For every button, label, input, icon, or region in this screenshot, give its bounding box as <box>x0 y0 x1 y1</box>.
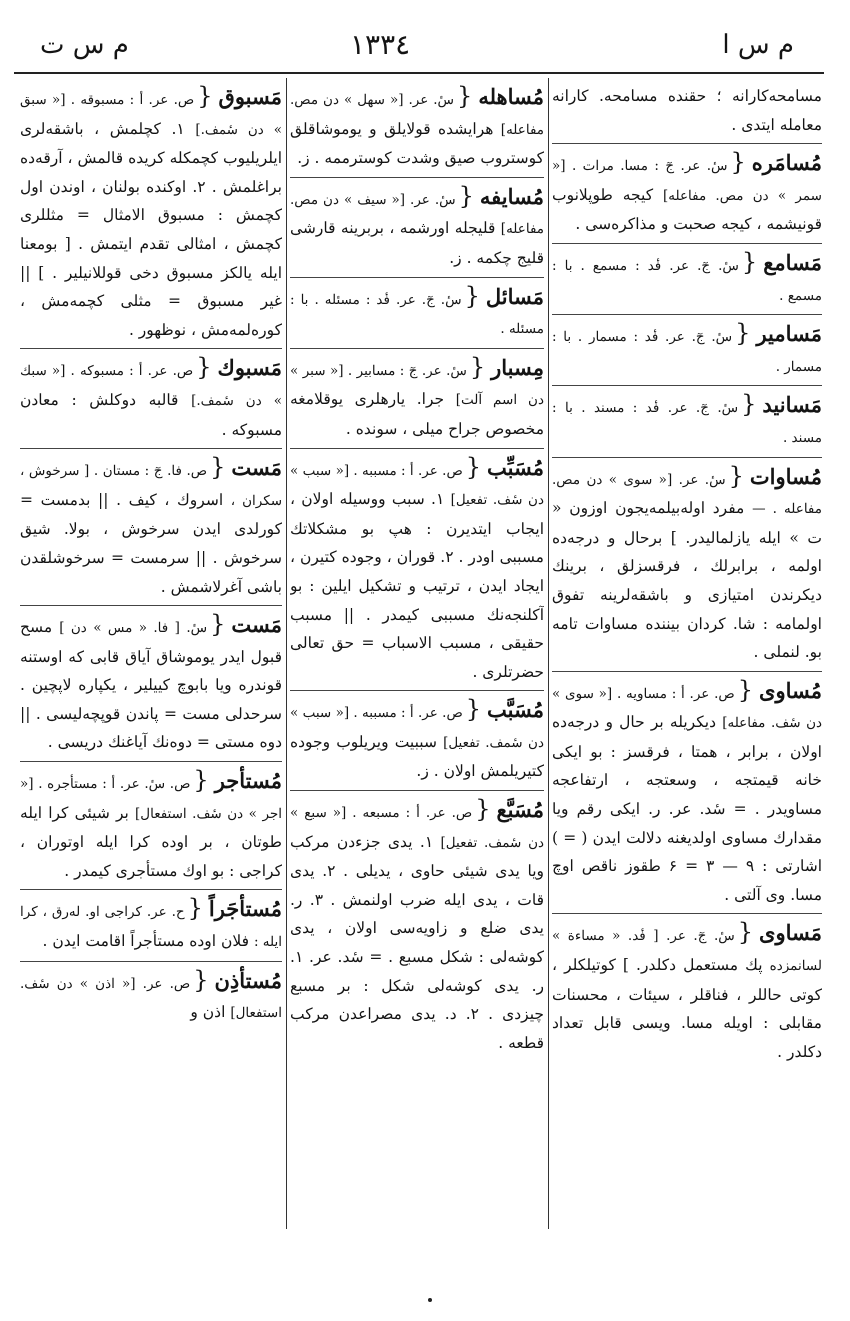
column-left <box>20 82 282 1222</box>
entry-brace: { <box>728 461 744 490</box>
entry-grammar: ح. عر. کراجی او. لەرق ، کرا ایله : <box>20 904 282 951</box>
entry-headword: مُسَبَّع <box>496 797 544 823</box>
entry-headword: مَست <box>231 612 282 638</box>
entry-headword: مِسبار <box>491 354 544 380</box>
entry-headword: مَسائل <box>485 283 544 309</box>
entry-grammar: ص. سٔ. عر. أ : مستأجره . [« اجر » دن سٔف. استفعال] <box>20 776 282 822</box>
dictionary-entry <box>20 348 282 444</box>
dictionary-entry <box>20 961 282 1028</box>
dictionary-entry <box>552 82 822 139</box>
dictionary-entry <box>290 448 544 687</box>
entry-brace: { <box>458 181 474 210</box>
entry-grammar: سٔ. عر. [« سوی » دن مص. مفاعله . — <box>552 471 822 518</box>
entry-brace: { <box>187 894 203 923</box>
entry-headword: مُسَبَّب <box>487 697 544 723</box>
entry-definition: ١. یدی جزءدن مرکب ویا یدی شیئی حاوی ، یدیلی . ٢. یدی قات ، یدی ایله ضرب اولنمش . ٣. ر. یدی ضلع و زاویه‌سی اولان ، یدی کوشه‌لی : شکل مسبع . = سٔد. عر. ١. ر. یدی کوشه‌لی شکل : بر مسبع چیزدی . ٢. د. یدی مصراعدن مرکب قطعه . <box>290 832 544 1052</box>
dictionary-entry <box>552 913 822 1066</box>
dictionary-entry <box>552 671 822 910</box>
entry-headword: مُسامَره <box>751 150 822 176</box>
entry-headword: مُساوی <box>759 677 822 703</box>
dictionary-entry <box>552 243 822 310</box>
entry-headword: مُستأذِن <box>214 967 282 993</box>
entry-definition: اسروك ، کیف . || بدمست = کورلدی ایدن سرخوش ، بولا. شیق سرخوش . || سرمست = سرخوشلقدن باشی آغرلاشمش . <box>20 490 282 596</box>
entry-brace: { <box>730 148 746 177</box>
entry-brace: { <box>193 766 209 795</box>
column-right <box>552 82 822 1222</box>
page-number: ١٣٣٤ <box>350 28 411 61</box>
entry-brace: { <box>735 319 751 348</box>
dictionary-entry <box>552 457 822 667</box>
entry-brace: { <box>464 281 480 310</box>
entry-definition: قالبه دوکلش : معادن مسبوکه . <box>20 390 282 439</box>
entry-definition: سببیت ویریلوب وجوده کتیریلمش اولان . ز. <box>290 732 544 781</box>
entry-headword: مَسانید <box>762 392 822 418</box>
entry-grammar: سٔ. عر. جٓ : مسابیر . [« سبر » دن اسم آلت] <box>290 362 544 409</box>
entry-grammar: سٔ. جٓ. عر. فٔد : مسمار . با : مسمار . <box>552 329 822 375</box>
entry-brace: { <box>737 675 754 704</box>
header-right-guide: م س ا <box>722 30 794 60</box>
entry-brace: { <box>737 918 754 947</box>
entry-headword: مُستأجر <box>214 768 282 794</box>
entry-definition: مسامحه‌کارانه ؛ حقنده مسامحه‌. کارانه معامله ایتدی . <box>552 87 822 134</box>
entry-headword: مَسبوك <box>217 355 282 381</box>
entry-headword: مَسامیر <box>756 321 822 347</box>
entry-brace: { <box>210 610 226 639</box>
entry-headword: مُساهله <box>478 84 544 109</box>
entry-grammar: ص. عر. [« اذن » دن سٔف. استفعال] <box>20 975 282 1022</box>
dictionary-entry <box>20 82 282 344</box>
entry-definition: اذن و <box>190 1003 226 1022</box>
entry-grammar: ص. عر. أ : مسببه . [« سبب » دن سٔف. تفعیل] <box>290 462 544 509</box>
entry-grammar: سٔ. عر. [« سیف » دن مص. مفاعله] <box>290 191 544 238</box>
entry-definition: جرا. یارهلری یوقلامغه مخصوص جراح میلی ، سونده . <box>290 390 544 438</box>
entry-headword: مَسامع <box>763 249 822 275</box>
dictionary-entry <box>290 790 544 1057</box>
header-left-guide: م س ت <box>40 30 129 60</box>
entry-grammar: سٔ. [ فا. « مس » دن ] <box>59 620 208 637</box>
entry-brace: { <box>741 247 758 276</box>
dictionary-entry <box>290 348 544 444</box>
entry-grammar: سٔ. جٓ. عر. فٔد : مسند . با : مسند . <box>552 400 822 446</box>
entry-grammar: ص. عر. أ : مساویه . [« سوی » دن سٔف. مفاعله] <box>552 685 822 732</box>
entry-grammar: ص. عر. أ : مسبوقه . [« سبق » دن سٔمف.] <box>20 92 282 138</box>
dictionary-entry <box>290 277 544 344</box>
entry-headword: مُسَبِّب <box>487 454 544 480</box>
entry-definition: فلان اوده مستأجراً اقامت ایدن . <box>42 932 249 951</box>
entry-grammar: سٔ. جٓ. عر. فٔد : مسمع . با : مسمع . <box>552 257 822 304</box>
entry-definition: ١. سبب ووسیله اولان ، ایجاب ایتدیرن : هپ بو مشکلاتك مسببی اودر . ٢. قوران ، وجوده کتیرن ، ایجاد ایدن ، ترتیب و تشکیل ایلین : بو آکلنجه‌نك مسببی کیمدر . || مسبب حقیقی ، مسبب الاسباب = حق تعالی حضرتلری . <box>290 490 544 681</box>
entry-grammar: سٔ. عر. [« سهل » دن مص. مفاعله] <box>290 92 544 138</box>
entry-brace: { <box>475 795 491 824</box>
entry-grammar: سٔ. جٓ. عر. فٔد : مسئله . با : مسئله . <box>290 291 544 338</box>
entry-grammar: ص. عر. أ : مسبوکه . [« سبك » دن سٔمف.] <box>20 363 282 409</box>
entry-brace: { <box>196 353 212 382</box>
entry-brace: { <box>193 965 209 994</box>
dictionary-entry <box>552 385 822 452</box>
entry-grammar: ص. فا. جٓ : مستان . [ سرخوش ، سکران ، <box>20 463 282 509</box>
entry-brace: { <box>465 452 482 481</box>
column-divider-left <box>286 78 287 1229</box>
entry-headword: مُسایفه <box>479 183 544 209</box>
entry-grammar: سٔ. جٓ. عر. [ فٔد. « مساءة » لسانمزده <box>552 928 822 975</box>
entry-definition: قلیجله اورشمه ، بربرینه قارشی قلیج چکمه . ز. <box>290 219 544 267</box>
entry-definition: هرایشده قولایلق و یوموشاقلق کوسترو‌ب صیق وشدت کوسترممه . ز. <box>290 119 544 168</box>
entry-definition: دیکریله بر حال و درجه‌ده اولان ، برابر ، همتا ، فرقسز : بو ایکی خانه قیمتجه ، وسعتجه ، ارتفاعجه مساویدر . = سٔد. عر. ر. ایکی رقم ویا مقدارك مساوی اولدیغنه دلالت ایدن ( = ) اشارتی : ۹ — ۳ = ۶ طقوز ناقص اوچ مسا. وی آلتی . <box>552 713 822 904</box>
dictionary-entry <box>290 177 544 273</box>
entry-definition: مفرد اوله‌بیلمه‌یجون اوزون « ت » ایله یازلمالیدر. ] برحال و درجه‌ده اولمه ، برابرلك ، فرقسزلق ، برینك دیکرندن امتیازی و باشقه‌لرینه تفوق اولمامه : شا. کردان بیننده مساوات تامه بو. لنملی . <box>552 499 822 662</box>
dictionary-entry <box>552 314 822 381</box>
dictionary-entry <box>20 448 282 601</box>
entry-brace: { <box>741 390 757 419</box>
entry-grammar: ص. عر. أ : مسببه . [« سبب » دن سٔمف. تفعیل] <box>290 705 544 751</box>
column-divider-right <box>548 78 549 1229</box>
dictionary-entry <box>552 143 822 239</box>
entry-grammar: ص. عر. أ : مسبعه . [« سبع » دن سٔمف. تفعیل] <box>290 805 544 851</box>
entry-definition: بر شیئی کرا ایله طوتان ، بر اوده کرا ایله اوتوران ، کراجی : بو اوك مستأجری کیمدر . <box>20 803 282 880</box>
page-dot <box>428 1298 432 1302</box>
column-middle <box>290 82 544 1222</box>
page-header <box>10 18 824 70</box>
header-divider <box>14 72 824 74</box>
entry-brace: { <box>210 453 226 482</box>
entry-headword: مُساوات <box>749 463 822 489</box>
dictionary-entry <box>20 889 282 956</box>
entry-headword: مَست <box>231 455 282 481</box>
entry-brace: { <box>465 695 482 724</box>
dictionary-entry <box>290 82 544 173</box>
entry-brace: { <box>457 82 473 110</box>
entry-headword: مَسبوق <box>218 84 282 109</box>
entry-brace: { <box>469 352 486 381</box>
entry-definition: کیجه طوپلانوب قونیشمه ، کیجه صحبت و مذاکره‌سی . <box>552 185 822 234</box>
dictionary-entry <box>20 761 282 885</box>
entry-headword: مُستأجَراً <box>208 896 282 922</box>
entry-grammar: سٔ. عر. جٓ : مسا. مرات . [« سمر » دن مص. مفاعله] <box>552 158 822 204</box>
entry-definition: پك مستعمل دکلدر. ] کوتیلکلر ، کوتی حاللر ، فناقلر ، سیئات ، محسنات مقابلی : اویله مسا. ویسی قابل تعداد دکلدر . <box>552 956 822 1061</box>
entry-headword: مَساوی <box>759 920 822 946</box>
entry-brace: { <box>197 82 213 110</box>
dictionary-entry <box>20 605 282 757</box>
entry-definition: ١. کچلمش ، باشقه‌لری ایلریلیوب کچمکله کریده قالمش ، آرقه‌ده براغلمش . ٢. اوکنده بولنان ، اوندن اول کچمش : مسبوق الامثال = مثللری کچمش ، امثالی تقدم ایتمش . [ بومعنا ایله یالکز مسبوق دخی قوللانیلیر . ] || غیر مسبوق = مثلی کچمه‌مش ، کوره‌لمه‌مش ، نوظهور . <box>20 119 282 339</box>
dictionary-entry <box>290 690 544 786</box>
entry-definition: مسح قبول ایدر یوموشاق آیاق قابی که اوستنه قوندره ویا بابوچ کییلیر ، یکپاره لاپچین . سرحدلی مست = پاندن قوپچه‌لیسی . || دوه مستی = دوه‌نك آیاغنك دریسی . <box>20 618 282 752</box>
